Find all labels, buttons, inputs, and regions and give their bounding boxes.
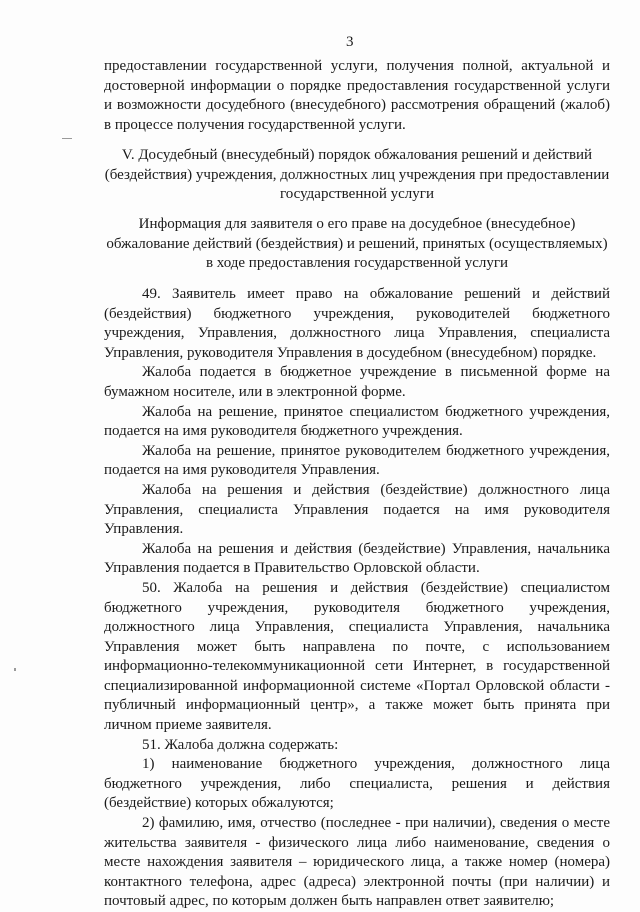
paragraph-50: 50. Жалоба на решения и действия (бездействие) специалистом бюджетного учреждения, руководителя бюджетного учреждения, должностного лица Управления, специалиста Управления, начальника Управления может быть направлена по почте, с использованием информационно-телекоммуникационной сети Интернет, в государственной специализированной информационной системе «Портал Орловской области - публичный информационный центр», а также может быть принята при личном приеме заявителя. <box>104 579 610 734</box>
body-text <box>104 285 610 912</box>
intro-paragraph-block <box>104 57 610 135</box>
paragraph-complaint-head: Жалоба на решение, принятое руководителем бюджетного учреждения, подается на имя руководителя Управления. <box>104 442 610 479</box>
paragraph-complaint-form: Жалоба подается в бюджетное учреждение в письменной форме на бумажном носителе, или в электронной форме. <box>104 364 610 400</box>
paragraph-49: 49. Заявитель имеет право на обжалование решений и действий (бездействия) бюджетного учреждения, руководителей бюджетного учреждения, Управления, должностного лица Управления, специалиста Управления, руководителя Управления в досудебном (внесудебном) порядке. <box>104 286 610 361</box>
paragraph-51: 51. Жалоба должна содержать: <box>142 736 339 753</box>
info-heading: Информация для заявителя о его праве на досудебное (внесудебное) обжалование действий (бездействия) и решений, принятых (осуществляемых) в ходе предоставления государственной услуги <box>106 216 608 272</box>
intro-paragraph: предоставлении государственной услуги, получения полной, актуальной и достоверной информации о порядке предоставления государственной услуги и возможности досудебного (внесудебного) рассмотрения обращений (жалоб) в процессе получения государственной услуги. <box>104 58 610 133</box>
section-heading: V. Досудебный (внесудебный) порядок обжалования решений и действий (бездействия) учреждения, должностных лиц учреждения при предоставлении государственной услуги <box>104 147 610 203</box>
scan-mark <box>14 668 16 671</box>
paragraph-complaint-management: Жалоба на решения и действия (бездействие) Управления, начальника Управления подается в Правительство Орловской области. <box>104 540 610 577</box>
page-number: 3 <box>346 34 354 50</box>
scan-mark <box>62 138 72 139</box>
list-item-2: 2) фамилию, имя, отчество (последнее - при наличии), сведения о месте жительства заявителя - физического лица либо наименование, сведения о месте нахождения заявителя – юридического лица, а также номер (номера) контактного телефона, адрес (адреса) электронной почты (при наличии) и почтовый адрес, по которым должен быть направлен ответ заявителю; <box>104 815 610 910</box>
paragraph-complaint-specialist: Жалоба на решение, принятое специалистом бюджетного учреждения, подается на имя руководителя бюджетного учреждения. <box>104 403 610 440</box>
paragraph-complaint-official: Жалоба на решения и действия (бездействие) должностного лица Управления, специалиста Управления подается на имя руководителя Управления. <box>104 481 610 538</box>
list-item-1: 1) наименование бюджетного учреждения, должностного лица бюджетного учреждения, либо специалиста, решения и действия (бездействие) которых обжалуются; <box>104 756 610 812</box>
